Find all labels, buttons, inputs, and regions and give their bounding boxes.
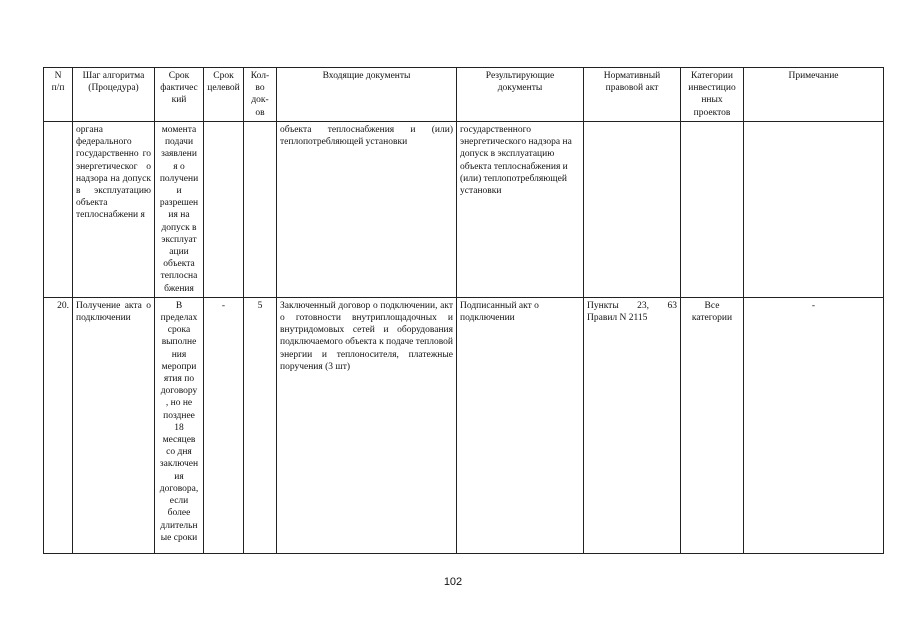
cell-input-docs: объекта теплоснабжения и (или) теплопотребляющей установки: [277, 122, 457, 298]
cell-step: органа федерального государственно го энергетическог о надзора на допуск в эксплуатацию объекта теплоснабжени я: [73, 122, 155, 298]
header-input-docs: Входящие документы: [277, 68, 457, 122]
cell-input-docs: Заключенный договор о подключении, акт о готовности внутриплощадочных и внутридомовых сетей и оборудования подключаемого объекта к подаче тепловой энергии и теплоносителя, платежные поручения (3 шт): [277, 297, 457, 553]
cell-step: Получение акта о подключении: [73, 297, 155, 553]
cell-term-target: -: [204, 297, 244, 553]
cell-result-docs: Подписанный акт о подключении: [457, 297, 584, 553]
cell-legal-act: Пункты 23, 63 Правил N 2115: [584, 297, 681, 553]
header-categories: Категории инвестицио нных проектов: [681, 68, 744, 122]
cell-term-actual: момента подачи заявлени я о получени и разрешен ия на допуск в эксплуат ации объекта теплосна бжения: [155, 122, 204, 298]
cell-num: [44, 122, 73, 298]
cell-result-docs: государственного энергетического надзора на допуск в эксплуатацию объекта теплоснабжения и (или) теплопотребляющей установки: [457, 122, 584, 298]
cell-term-actual: В пределах срока выполне ния меропри ятия по договору , но не позднее 18 месяцев со дня заключен ия договора, если более длительн ые сроки: [155, 297, 204, 553]
header-term-actual: Срок фактичес кий: [155, 68, 204, 122]
cell-num: 20.: [44, 297, 73, 553]
header-doc-count: Кол- во док- ов: [244, 68, 277, 122]
cell-note: -: [744, 297, 884, 553]
procedure-table: [43, 67, 884, 554]
table-header-row: [44, 68, 884, 122]
cell-note: [744, 122, 884, 298]
header-step: Шаг алгоритма (Процедура): [73, 68, 155, 122]
header-term-target: Срок целевой: [204, 68, 244, 122]
cell-categories: Все категории: [681, 297, 744, 553]
cell-term-target: [204, 122, 244, 298]
cell-doc-count: 5: [244, 297, 277, 553]
cell-legal-act: [584, 122, 681, 298]
table-row: [44, 297, 884, 553]
table-row: [44, 122, 884, 298]
cell-doc-count: [244, 122, 277, 298]
header-note: Примечание: [744, 68, 884, 122]
header-result-docs: Результирующие документы: [457, 68, 584, 122]
header-legal-act: Нормативный правовой акт: [584, 68, 681, 122]
header-num: N п/п: [44, 68, 73, 122]
cell-categories: [681, 122, 744, 298]
page-number: 102: [443, 576, 463, 588]
